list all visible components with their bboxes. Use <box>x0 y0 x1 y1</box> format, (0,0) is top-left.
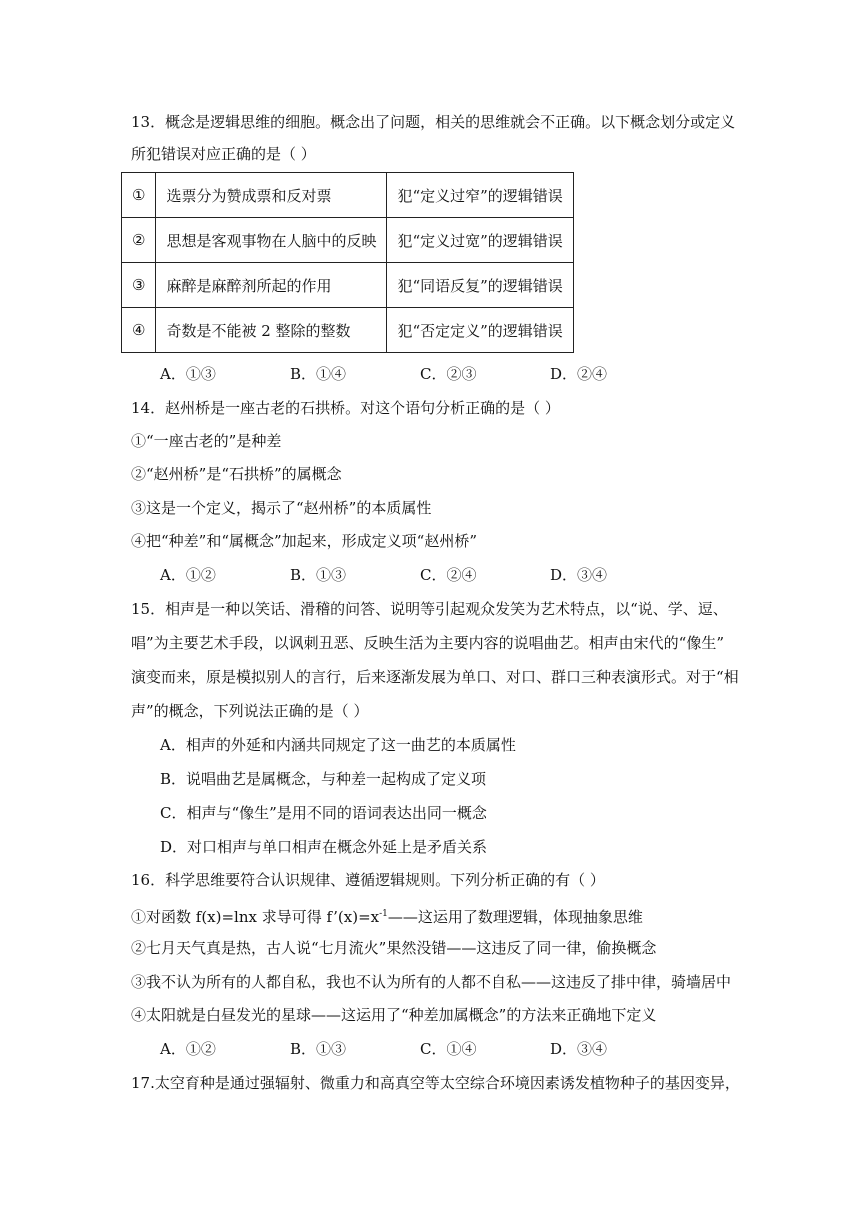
q14-item-4: ④把“种差”和“属概念”加起来，形成定义项“赵州桥” <box>131 532 478 550</box>
q15-choice-c[interactable]: C．相声与“像生”是用不同的语词表达出同一概念 <box>160 804 487 822</box>
option-a[interactable]: A．①② <box>160 566 216 584</box>
q13-stem-line1: 13．概念是逻辑思维的细胞。概念出了问题，相关的思维就会不正确。以下概念划分或定义 <box>131 113 736 131</box>
row-content: 奇数是不能被 2 整除的整数 <box>156 308 387 353</box>
row-number: ② <box>122 218 156 263</box>
row-content: 选票分为赞成票和反对票 <box>156 173 387 218</box>
q15-stem-line3: 演变而来，原是模拟别人的言行，后来逐渐发展为单口、对口、群口三种表演形式。对于“相 <box>131 668 739 686</box>
table-row <box>122 263 574 308</box>
q14-item-2: ②“赵州桥”是“石拱桥”的属概念 <box>131 465 342 483</box>
table-row <box>122 218 574 263</box>
q16-item-2: ②七月天气真是热，古人说“七月流火”果然没错——这违反了同一律，偷换概念 <box>131 939 657 957</box>
q15-choice-a[interactable]: A．相声的外延和内涵共同规定了这一曲艺的本质属性 <box>160 736 516 754</box>
row-number: ③ <box>122 263 156 308</box>
option-c[interactable]: C．②④ <box>420 566 477 584</box>
q16-item-1-pre: ①对函数 f(x)=lnx 求导可得 f’(x)=x <box>131 908 380 926</box>
option-d[interactable]: D．③④ <box>550 566 608 584</box>
row-content: 思想是客观事物在人脑中的反映 <box>156 218 387 263</box>
q14-item-1: ①“一座古老的”是种差 <box>131 432 282 450</box>
option-a[interactable]: A．①② <box>160 1040 216 1058</box>
option-a[interactable]: A．①③ <box>160 365 216 383</box>
q16-options <box>160 1038 680 1060</box>
q13-stem-line2: 所犯错误对应正确的是（ ） <box>131 145 316 163</box>
row-number: ④ <box>122 308 156 353</box>
q14-stem: 14．赵州桥是一座古老的石拱桥。对这个语句分析正确的是（ ） <box>131 399 560 417</box>
q14-options <box>160 564 680 586</box>
table-row <box>122 173 574 218</box>
option-c[interactable]: C．②③ <box>420 365 477 383</box>
q16-item-1-post: ——这运用了数理逻辑，体现抽象思维 <box>387 908 643 926</box>
option-b[interactable]: B．①③ <box>290 566 347 584</box>
q15-choice-b[interactable]: B．说唱曲艺是属概念，与种差一起构成了定义项 <box>160 770 487 788</box>
q14-item-3: ③这是一个定义，揭示了“赵州桥”的本质属性 <box>131 499 432 517</box>
row-error: 犯“定义过窄”的逻辑错误 <box>387 173 573 218</box>
option-b[interactable]: B．①④ <box>290 365 347 383</box>
q16-item-4: ④太阳就是白昼发光的星球——这运用了“种差加属概念”的方法来正确地下定义 <box>131 1006 657 1024</box>
q16-item-3: ③我不认为所有的人都自私，我也不认为所有的人都不自私——这违反了排中律，骑墙居中 <box>131 973 732 991</box>
q17-stem-line1: 17.太空育种是通过强辐射、微重力和高真空等太空综合环境因素诱发植物种子的基因变异， <box>131 1074 740 1092</box>
row-content: 麻醉是麻醉剂所起的作用 <box>156 263 387 308</box>
q16-item-1 <box>131 903 643 928</box>
option-d[interactable]: D．②④ <box>550 365 608 383</box>
q15-choice-d[interactable]: D．对口相声与单口相声在概念外延上是矛盾关系 <box>160 838 488 856</box>
q15-stem-line4: 声”的概念，下列说法正确的是（ ） <box>131 702 369 720</box>
q15-stem-line1: 15．相声是一种以笑话、滑稽的问答、说明等引起观众发笑为艺术特点，以“说、学、逗、 <box>131 600 728 618</box>
option-b[interactable]: B．①③ <box>290 1040 347 1058</box>
q16-stem: 16．科学思维要符合认识规律、遵循逻辑规则。下列分析正确的有（ ） <box>131 871 605 889</box>
option-d[interactable]: D．③④ <box>550 1040 608 1058</box>
row-error: 犯“定义过宽”的逻辑错误 <box>387 218 573 263</box>
q13-options <box>160 363 680 385</box>
option-c[interactable]: C．①④ <box>420 1040 477 1058</box>
row-number: ① <box>122 173 156 218</box>
row-error: 犯“否定定义”的逻辑错误 <box>387 308 573 353</box>
q16-item-1-exponent: -1 <box>379 909 388 919</box>
q15-stem-line2: 唱”为主要艺术手段，以讽刺丑恶、反映生活为主要内容的说唱曲艺。相声由宋代的“像生” <box>131 634 725 652</box>
row-error: 犯“同语反复”的逻辑错误 <box>387 263 573 308</box>
q13-concept-table <box>121 172 574 353</box>
table-row <box>122 308 574 353</box>
